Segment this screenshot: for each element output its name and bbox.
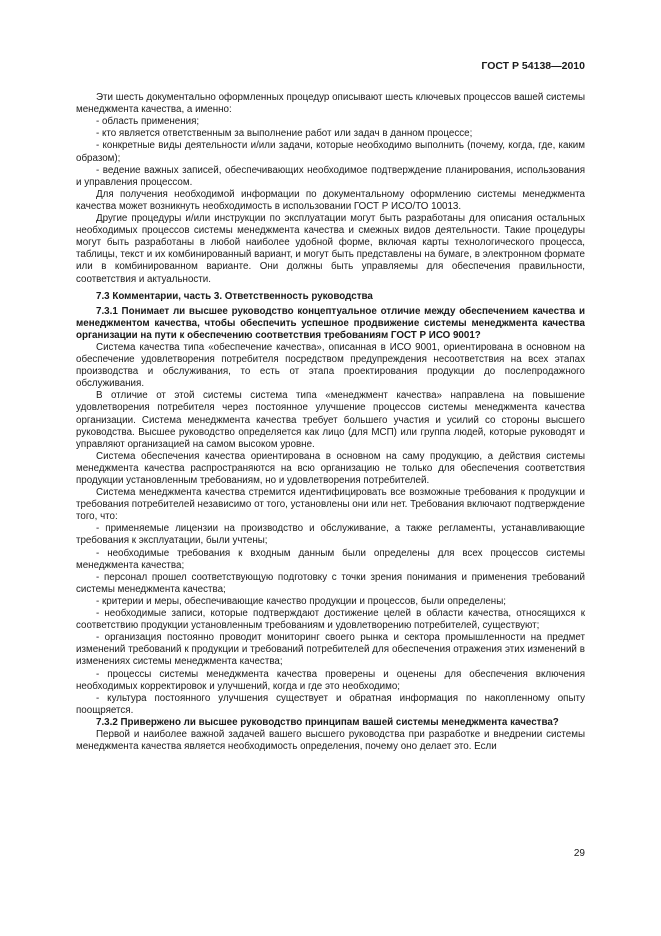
paragraph: Первой и наиболее важной задачей вашего высшего руководства при разработке и внедрении системы менеджмента качества является необходимость определения, почему оно делает это. Если — [76, 728, 585, 753]
paragraph: - культура постоянного улучшения существует и обратная информация по накопленному опыту поощряется. — [76, 692, 585, 716]
paragraph: Эти шесть документально оформленных процедур описывают шесть ключевых процессов вашей системы менеджмента качества, а именно: — [76, 92, 585, 116]
paragraph: Система обеспечения качества ориентирована в основном на саму продукцию, а действия системы менеджмента качества распространяются на всю организацию не только для обеспечения соответствия продукции установленным требованиям, но и удовлетворения потребителей. — [76, 450, 585, 486]
paragraph: - персонал прошел соответствующую подготовку с точки зрения понимания и применения требований системы менеджмента качества; — [76, 571, 585, 595]
paragraph: - область применения; — [96, 116, 200, 128]
paragraph: Для получения необходимой информации по документальному оформлению системы менеджмента качества может возникнуть необходимость в использовании ГОСТ Р ИСО/ТО 10013. — [76, 188, 585, 212]
document-code: ГОСТ Р 54138—2010 — [481, 60, 585, 72]
paragraph: - процессы системы менеджмента качества проверены и оценены для обеспечения включения необходимых корректировок и улучшений, когда и где это необходимо; — [76, 668, 585, 692]
paragraph: - организация постоянно проводит мониторинг своего рынка и сектора промышленности на предмет изменений требований к продукции и требований потребителей для обеспечения отражения этих изменений в изменениях системы менеджмента качества; — [76, 632, 585, 668]
document-body — [76, 92, 585, 753]
paragraph: - кто является ответственным за выполнение работ или задач в данном процессе; — [96, 128, 473, 140]
subsection-question: 7.3.1 Понимает ли высшее руководство концептуальное отличие между обеспечением качества и менеджментом качества, чтобы обеспечить успешное продвижение системы менеджмента качества организации на пути к обеспечению соответствия требованиям ГОСТ Р ИСО 9001? — [76, 305, 585, 341]
paragraph: - необходимые требования к входным данным были определены для всех процессов системы менеджмента качества; — [76, 547, 585, 571]
paragraph: Другие процедуры и/или инструкции по эксплуатации могут быть разработаны для описания остальных необходимых процессов системы менеджмента качества и смежных видов деятельности. Такие процедуры могут быть разработаны в любой наиболее удобной форме, включая карты технологического процесса, таблицы, текст и их комбинированный вариант, и могут быть представлены на бумаге, в электронном формате или в комбинированном варианте. Они должны быть управляемы для обеспечения правильности, соответствия и актуальности. — [76, 213, 585, 285]
paragraph: - необходимые записи, которые подтверждают достижение целей в области качества, относящихся к соответствию продукции установленным требованиям и удовлетворению потребителей, существуют; — [76, 608, 585, 632]
paragraph: - применяемые лицензии на производство и обслуживание, а также регламенты, устанавливающие требования к эксплуатации, были учтены; — [76, 523, 585, 547]
paragraph: Система менеджмента качества стремится идентифицировать все возможные требования к продукции и требования потребителей независимо от того, установлены они или нет. Требования включают подтверждение того, что: — [76, 487, 585, 523]
paragraph: - конкретные виды деятельности и/или задачи, которые необходимо выполнить (почему, когда, где, каким образом); — [76, 140, 585, 164]
subsection-question: 7.3.2 Привержено ли высшее руководство принципам вашей системы менеджмента качества? — [96, 716, 559, 728]
paragraph: Система качества типа «обеспечение качества», описанная в ИСО 9001, ориентирована в основном на обеспечение удовлетворения потребителя посредством предупреждения несоответствия на всех этапах производства и обслуживания, то есть от этапа проектирования продукции до послепродажного обслуживания. — [76, 341, 585, 390]
paragraph: - ведение важных записей, обеспечивающих необходимое подтверждение планирования, использования и управления процессом. — [76, 164, 585, 188]
page-number: 29 — [573, 848, 585, 859]
paragraph: В отличие от этой системы система типа «менеджмент качества» направлена на повышение удовлетворения потребителя через постоянное улучшение процессов системы менеджмента качества организации. Система менеджмента качества требует большего участия и усилий со стороны высшего руководства. Высшее руководство определяется как лицо (для МСП) или группа людей, которые руководят и управляют организацией на самом высоком уровне. — [76, 390, 585, 450]
paragraph: - критерии и меры, обеспечивающие качество продукции и процессов, были определены; — [96, 595, 506, 607]
section-heading: 7.3 Комментарии, часть 3. Ответственность руководства — [96, 290, 373, 302]
